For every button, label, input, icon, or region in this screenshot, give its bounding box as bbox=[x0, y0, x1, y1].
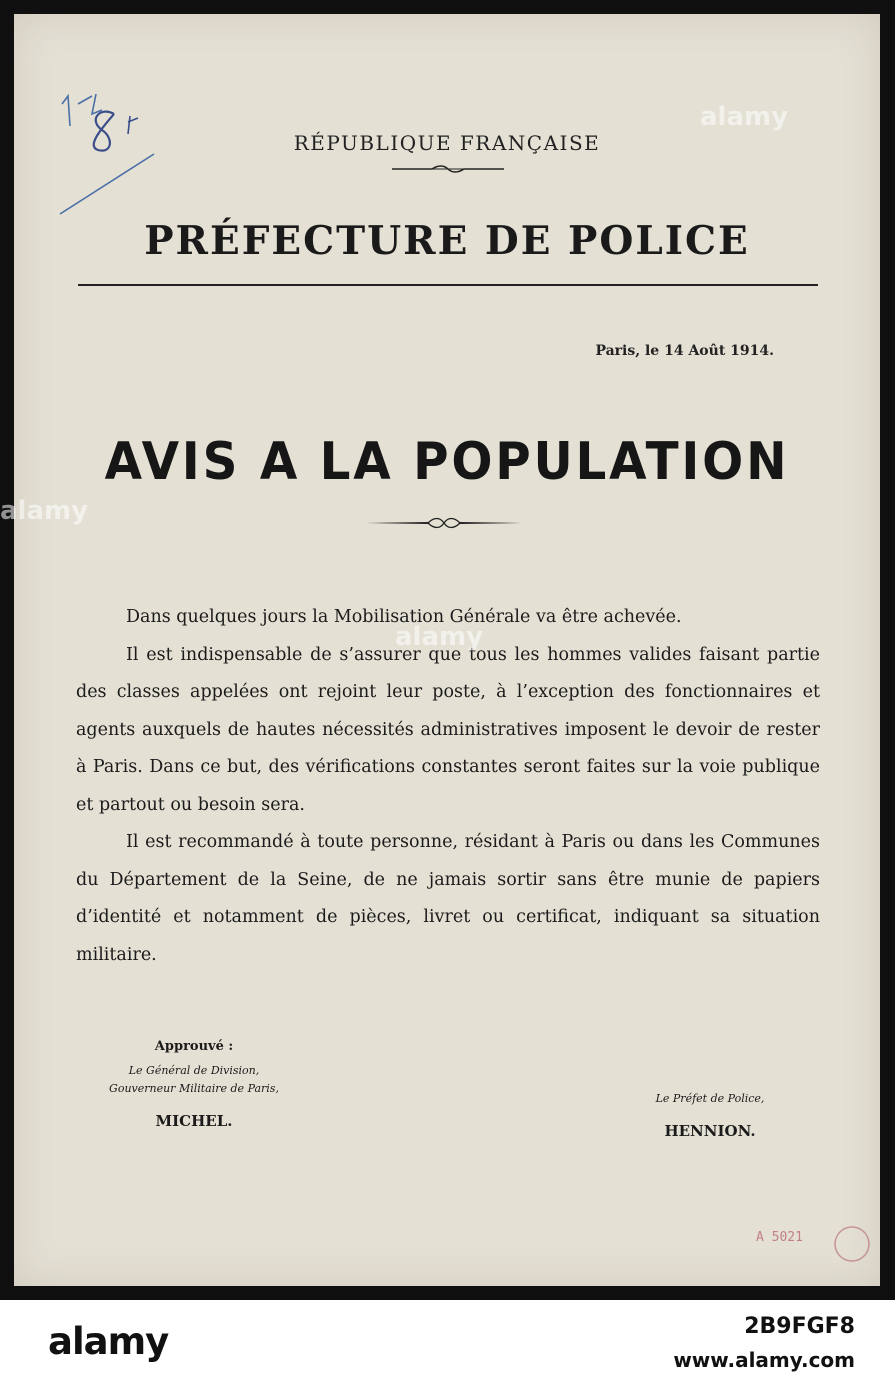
paragraph-3: Il est recommandé à toute personne, résidant à Paris ou dans les Communes du Département de la Seine, de ne jamais sortir sans être munie de papiers d’identité et notamment de pièces, livret ou certificat, indiquant sa situation militaire. bbox=[76, 832, 820, 965]
republic-header: RÉPUBLIQUE FRANÇAISE bbox=[293, 131, 601, 155]
watermark-logo-3: alamy bbox=[0, 496, 89, 526]
paragraph-2: Il est indispensable de s’assurer que tous les hommes valides faisant partie des classes appelées ont rejoint leur poste, à l’exception des fonctionnaires et agents auxquels de hautes nécessités administratives imposent le devoir de rester à Paris. Dans ce but, des vérifications constantes seront faites sur la voie publique et partout ou besoin sera. bbox=[76, 644, 820, 815]
stamp-number: A 5021 bbox=[756, 1230, 803, 1245]
prefect-name: HENNION. bbox=[664, 1122, 756, 1140]
watermark-logo-1: alamy bbox=[700, 102, 789, 132]
signature-left bbox=[74, 1039, 314, 1130]
paragraph-1: Dans quelques jours la Mobilisation Générale va être achevée. bbox=[126, 607, 682, 627]
site-url: www.alamy.com bbox=[673, 1348, 855, 1372]
general-role-line1: Le Général de Division, bbox=[128, 1064, 260, 1077]
general-name: MICHEL. bbox=[155, 1112, 233, 1130]
archive-stamp bbox=[748, 1222, 876, 1270]
authority-title: PRÉFECTURE DE POLICE bbox=[144, 218, 750, 264]
poster-date: Paris, le 14 Août 1914. bbox=[595, 343, 774, 359]
image-id: 2B9FGF8 bbox=[744, 1314, 855, 1339]
brand-logo: alamy bbox=[48, 1320, 169, 1363]
general-role-line2: Gouverneur Militaire de Paris, bbox=[109, 1082, 279, 1095]
signature-right bbox=[610, 1090, 810, 1140]
approval-label: Approuvé : bbox=[154, 1039, 234, 1054]
round-stamp-icon bbox=[832, 1224, 872, 1264]
notice-body bbox=[76, 599, 820, 974]
watermark-logo-2: alamy bbox=[395, 622, 484, 652]
ornament-divider-icon bbox=[392, 164, 504, 174]
header-rule bbox=[78, 284, 818, 286]
poster-title: AVIS A LA POPULATION bbox=[104, 432, 790, 492]
stock-caption-bar bbox=[0, 1300, 895, 1390]
title-ornament-icon bbox=[366, 517, 522, 529]
prefect-role: Le Préfet de Police, bbox=[655, 1092, 765, 1105]
